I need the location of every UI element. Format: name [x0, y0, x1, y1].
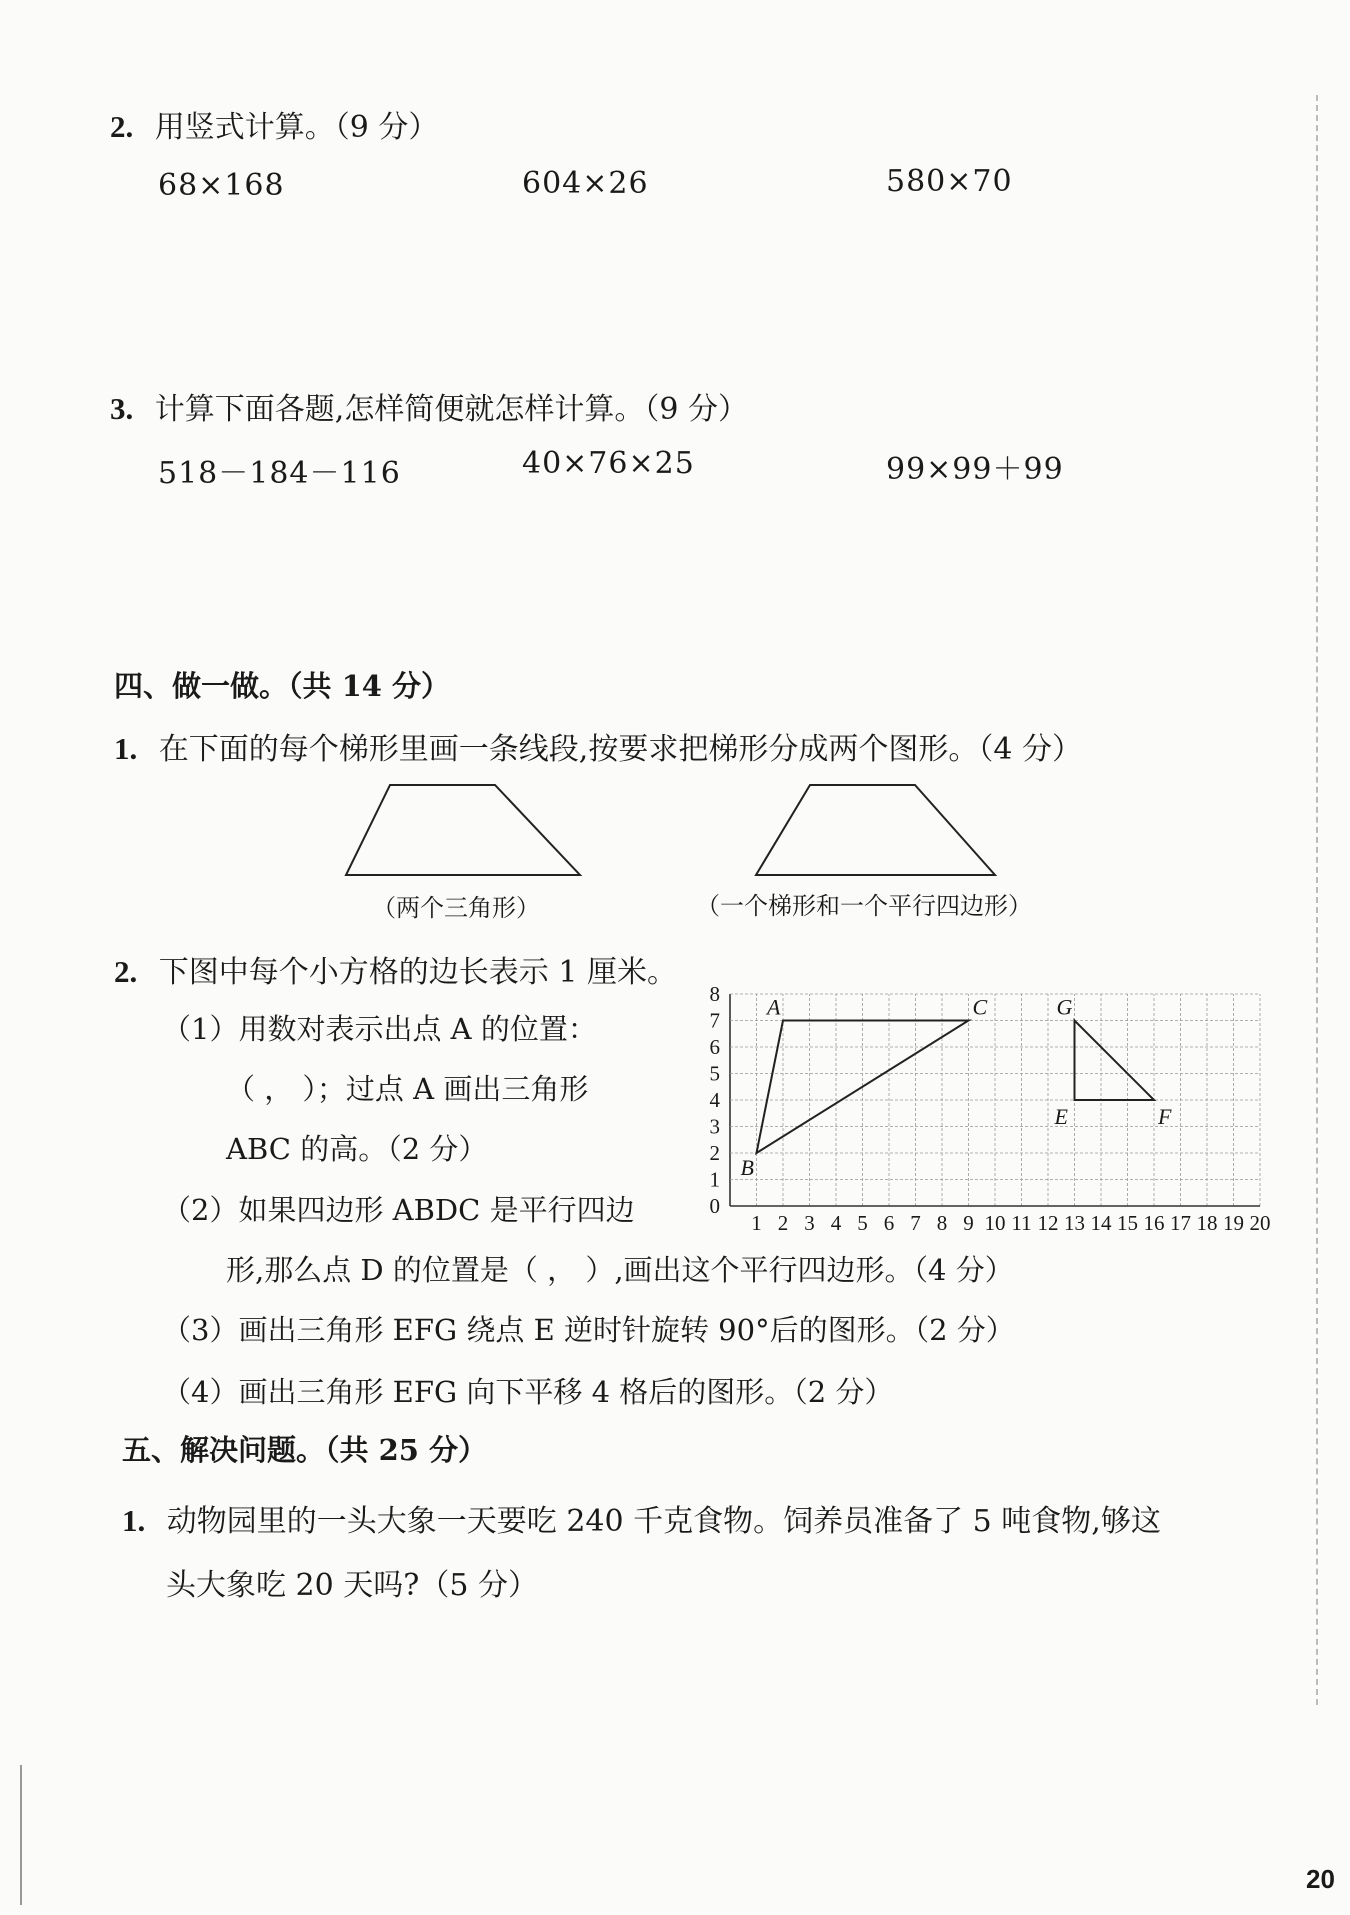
s4-q2-p1-line2: （ ， ）；过点 A 画出三角形	[226, 1072, 589, 1106]
x-tick-label: 14	[1090, 1211, 1112, 1235]
trapezoid-2	[740, 775, 1010, 885]
s4-q2-p2-line2: 形,那么点 D 的位置是（ ， ）,画出这个平行四边形。（4 分）	[226, 1253, 1014, 1287]
section4-title: 四、做一做。（共 14 分）	[114, 669, 451, 703]
q2-text: 用竖式计算。（9 分）	[154, 110, 439, 145]
x-tick-label: 6	[883, 1211, 895, 1235]
x-tick-label: 15	[1117, 1211, 1138, 1235]
x-tick-label: 10	[984, 1211, 1006, 1235]
point-label-e: E	[1054, 1104, 1068, 1129]
q3-text: 计算下面各题,怎样简便就怎样计算。（9 分）	[154, 392, 748, 427]
x-tick-label: 17	[1170, 1211, 1191, 1235]
q2-expr-1: 68×168	[158, 168, 285, 203]
x-tick-label: 20	[1249, 1211, 1271, 1235]
q3-heading	[110, 384, 748, 428]
s4-q1-heading	[114, 724, 1082, 768]
x-tick-label: 8	[936, 1211, 948, 1235]
q3-number: 3.	[110, 391, 134, 426]
grid-point-labels	[741, 995, 1173, 1181]
x-tick-label: 16	[1143, 1211, 1165, 1235]
y-tick-label: 1	[709, 1167, 720, 1192]
s4-q2-p3: （3）画出三角形 EFG 绕点 E 逆时针旋转 90°后的图形。（2 分）	[162, 1313, 1015, 1347]
binding-line	[20, 1765, 22, 1905]
x-tick-label: 19	[1223, 1211, 1244, 1235]
s4-q1-text: 在下面的每个梯形里画一条线段,按要求把梯形分成两个图形。（4 分）	[158, 732, 1082, 767]
x-tick-label: 13	[1064, 1211, 1085, 1235]
x-tick-label: 5	[857, 1211, 868, 1235]
s4-q2-p4: （4）画出三角形 EFG 向下平移 4 格后的图形。（2 分）	[162, 1375, 894, 1409]
y-tick-label: 2	[709, 1141, 720, 1165]
s5-q1-text-line2: 头大象吃 20 天吗?（5 分）	[166, 1568, 538, 1603]
y-tick-label: 0	[709, 1194, 720, 1218]
s4-q2-text: 下图中每个小方格的边长表示 1 厘米。	[158, 955, 677, 990]
point-label-b: B	[740, 1155, 754, 1180]
trapezoid-1	[330, 775, 600, 885]
y-tick-label: 6	[709, 1035, 720, 1059]
x-tick-label: 4	[830, 1211, 842, 1235]
q3-expr-2: 40×76×25	[522, 446, 695, 481]
point-label-f: F	[1158, 1104, 1172, 1129]
q2-expr-2: 604×26	[522, 166, 649, 201]
x-tick-label: 11	[1011, 1211, 1032, 1235]
y-tick-label: 5	[709, 1061, 720, 1086]
q2-number: 2.	[110, 109, 134, 144]
caption-trapezoid-parallelogram: （一个梯形和一个平行四边形）	[696, 892, 1032, 920]
q3-expr-3: 99×99＋99	[886, 452, 1064, 487]
x-tick-label: 18	[1196, 1211, 1218, 1235]
x-tick-label: 7	[910, 1211, 921, 1235]
y-tick-label: 4	[709, 1088, 720, 1112]
y-tick-label: 7	[709, 1008, 720, 1033]
q2-expr-3: 580×70	[886, 164, 1013, 199]
x-tick-label: 12	[1037, 1211, 1059, 1235]
s5-q1-line1	[122, 1496, 1161, 1540]
grid-shapes	[757, 1021, 1155, 1154]
y-tick-label: 3	[709, 1114, 720, 1139]
point-label-g: G	[1056, 994, 1073, 1020]
s4-q2-p2-line1: （2）如果四边形 ABDC 是平行四边	[162, 1193, 635, 1227]
x-tick-label: 3	[804, 1211, 815, 1235]
section5-title: 五、解决问题。（共 25 分）	[122, 1433, 488, 1467]
point-label-c: C	[972, 994, 988, 1020]
s5-q1-text-line1: 动物园里的一头大象一天要吃 240 千克食物。饲养员准备了 5 吨食物,够这	[166, 1504, 1161, 1539]
page-number: 20	[1306, 1864, 1335, 1894]
triangle-efg	[1075, 1021, 1155, 1101]
cut-line	[1316, 95, 1318, 1705]
x-tick-label: 1	[751, 1211, 762, 1235]
s4-q2-p1-line3: ABC 的高。（2 分）	[226, 1132, 488, 1166]
point-label-a: A	[767, 994, 781, 1020]
s5-q1-number: 1.	[122, 1503, 146, 1538]
coordinate-grid	[680, 980, 1271, 1240]
y-tick-label: 8	[709, 982, 720, 1006]
x-tick-label: 9	[963, 1211, 974, 1235]
q3-expr-1: 518－184－116	[158, 456, 401, 491]
s4-q2-p1-line1: （1）用数对表示出点 A 的位置：	[162, 1012, 597, 1046]
s4-q2-heading	[114, 947, 677, 991]
x-tick-label: 2	[777, 1211, 789, 1235]
s4-q1-number: 1.	[114, 731, 138, 766]
s4-q2-number: 2.	[114, 954, 138, 989]
caption-two-triangles: （两个三角形）	[372, 894, 540, 922]
q2-heading	[110, 102, 438, 146]
grid-lines	[730, 994, 1260, 1206]
